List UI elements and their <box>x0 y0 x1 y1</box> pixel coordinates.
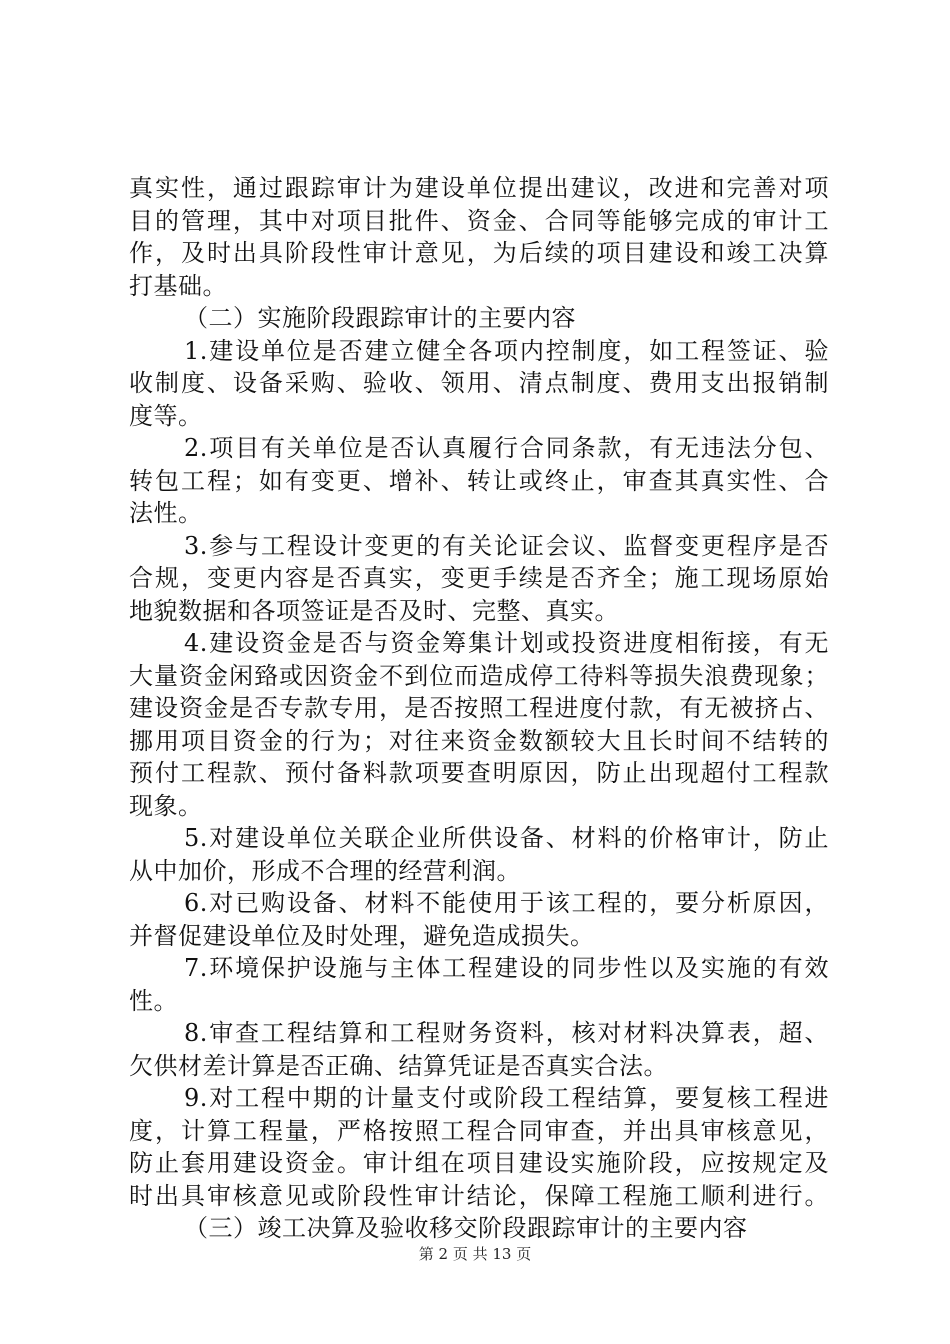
text-line: 度等。 <box>129 401 203 430</box>
text-line: 欠供材差计算是否正确、结算凭证是否真实合法。 <box>129 1051 668 1080</box>
document-body <box>129 172 829 1245</box>
text-line: 3.参与工程设计变更的有关论证会议、监督变更程序是否 <box>184 531 829 560</box>
text-line: 真实性，通过跟踪审计为建设单位提出建议，改进和完善对项 <box>129 174 829 202</box>
text-line: 作，及时出具阶段性审计意见，为后续的项目建设和竣工决算 <box>129 239 829 267</box>
text-line: 挪用项目资金的行为；对往来资金数额较大且长时间不结转的 <box>129 726 829 755</box>
text-line: 度，计算工程量，严格按照工程合同审查，并出具审核意见， <box>129 1116 829 1145</box>
text-line: 并督促建设单位及时处理，避免造成损失。 <box>129 921 595 950</box>
text-line: 性。 <box>129 986 178 1015</box>
text-line: 2.项目有关单位是否认真履行合同条款，有无违法分包、 <box>184 434 829 462</box>
text-line: 法性。 <box>129 499 203 527</box>
text-line: 1.建设单位是否建立健全各项内控制度，如工程签证、验 <box>184 336 829 365</box>
text-line: 从中加价，形成不合理的经营利润。 <box>129 856 521 885</box>
page-footer: 第 2 页 共 13 页 <box>418 1245 532 1263</box>
text-line: 预付工程款、预付备料款项要查明原因，防止出现超付工程款 <box>129 759 829 787</box>
text-line: 6.对已购设备、材料不能使用于该工程的，要分析原因， <box>184 889 829 917</box>
text-line: 打基础。 <box>129 271 227 300</box>
text-line: 转包工程；如有变更、增补、转让或终止，审查其真实性、合 <box>129 466 829 495</box>
text-line: 5.对建设单位关联企业所供设备、材料的价格审计，防止 <box>184 824 829 852</box>
text-line: 收制度、设备采购、验收、领用、清点制度、费用支出报销制 <box>129 369 829 397</box>
text-line: （三）竣工决算及验收移交阶段跟踪审计的主要内容 <box>184 1214 748 1242</box>
text-line: 9.对工程中期的计量支付或阶段工程结算，要复核工程进 <box>184 1084 829 1112</box>
text-line: 建设资金是否专款专用，是否按照工程进度付款，有无被挤占、 <box>129 694 829 722</box>
text-line: 合规，变更内容是否真实，变更手续是否齐全；施工现场原始 <box>129 564 829 592</box>
text-line: 7.环境保护设施与主体工程建设的同步性以及实施的有效 <box>184 954 829 982</box>
text-line: 地貌数据和各项签证是否及时、完整、真实。 <box>129 596 619 625</box>
text-line: 现象。 <box>129 791 203 820</box>
text-line: 8.审查工程结算和工程财务资料，核对材料决算表，超、 <box>184 1019 829 1047</box>
text-line: 目的管理，其中对项目批件、资金、合同等能够完成的审计工 <box>129 206 829 235</box>
text-line: 防止套用建设资金。审计组在项目建设实施阶段，应按规定及 <box>129 1149 829 1177</box>
text-line: 时出具审核意见或阶段性审计结论，保障工程施工顺利进行。 <box>129 1181 829 1210</box>
text-line: （二）实施阶段跟踪审计的主要内容 <box>184 304 576 332</box>
text-line: 4.建设资金是否与资金筹集计划或投资进度相衔接，有无 <box>184 629 829 657</box>
text-line: 大量资金闲臵或因资金不到位而造成停工待料等损失浪费现象； <box>129 661 829 690</box>
